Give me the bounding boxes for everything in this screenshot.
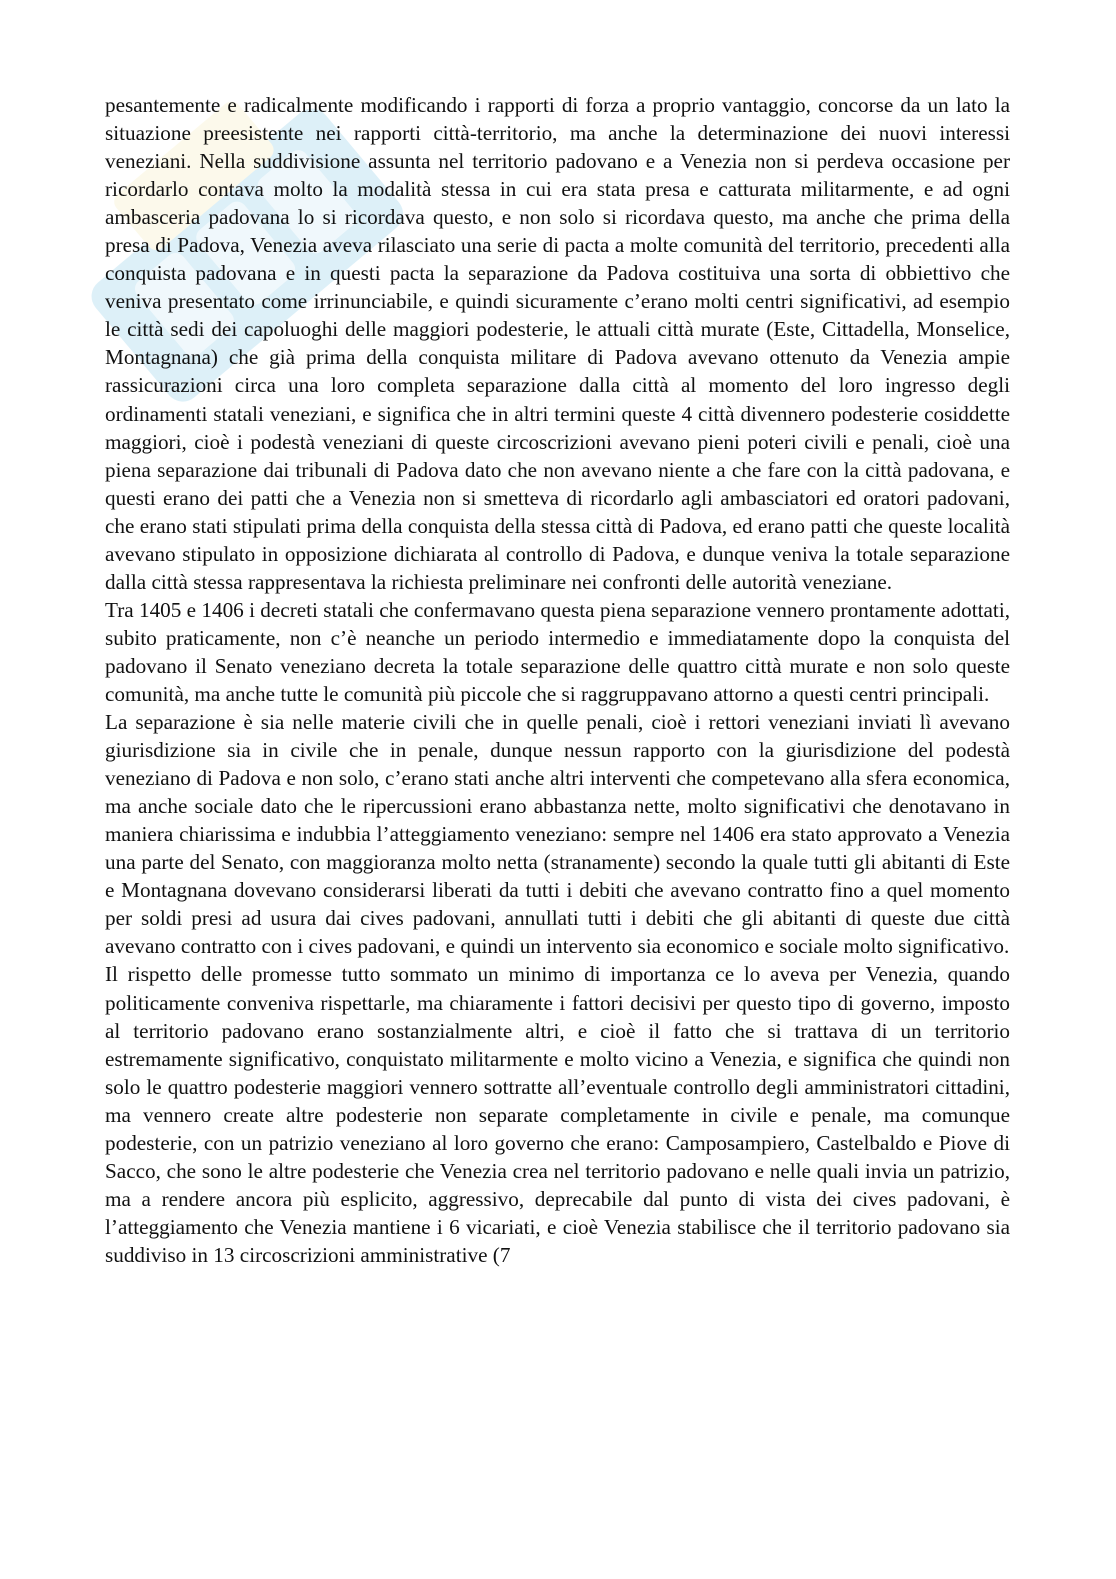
paragraph: Il rispetto delle promesse tutto sommato un minimo di importanza ce lo aveva per Venezia, quando politicamente conveniva rispettarle, ma chiaramente i fattori decisivi per questo tipo di governo, imposto al territorio padovano erano sostanzialmente altri, e cioè il fatto che si trattava di un territorio estremamente significativo, conquistato militarmente e molto vicino a Venezia, e significa che quindi non solo le quattro podesterie maggiori vennero sottratte all’eventuale controllo degli amministratori cittadini, ma vennero create altre podesterie non separate completamente in civile e penale, ma comunque podesterie, con un patrizio veneziano al loro governo che erano: Camposampiero, Castelbaldo e Piove di Sacco, che sono le altre podesterie che Venezia crea nel territorio padovano e nelle quali invia un patrizio, ma a rendere ancora più esplicito, aggressivo, deprecabile dal punto di vista dei cives padovani, è l’atteggiamento che Venezia mantiene i 6 vicariati, e cioè Venezia stabilisce che il territorio padovano sia suddiviso in 13 circoscrizioni amministrative (7 [105, 962, 1010, 1267]
paragraph: Tra 1405 e 1406 i decreti statali che confermavano questa piena separazione vennero prontamente adottati, subito praticamente, non c’è neanche un periodo intermedio e immediatamente dopo la conquista del padovano il Senato veneziano decreta la totale separazione delle quattro città murate e non solo queste comunità, ma anche tutte le comunità più piccole che si raggruppavano attorno a questi centri principali. [105, 597, 1010, 706]
paragraph: La separazione è sia nelle materie civili che in quelle penali, cioè i rettori veneziani inviati lì avevano giurisdizione sia in civile che in penale, dunque nessun rapporto con la giurisdizione del podestà veneziano di Padova e non solo, c’erano stati anche altri interventi che competevano alla sfera economica, ma anche sociale dato che le ripercussioni erano abbastanza nette, molto significativi che denotavano in maniera chiarissima e indubbia l’atteggiamento veneziano: sempre nel 1406 era stato approvato a Venezia una parte del Senato, con maggioranza molto netta (stranamente) secondo la quale tutti gli abitanti di Este e Montagnana dovevano considerarsi liberati da tutti i debiti che avevano contratto fino a quel momento per soldi presi ad usura dai cives padovani, annullati tutti i debiti che gli abitanti di queste due città avevano contratto con i cives padovani, e quindi un intervento sia economico e sociale molto significativo. [105, 710, 1010, 959]
paragraph: pesantemente e radicalmente modificando i rapporti di forza a proprio vantaggio, concorse da un lato la situazione preesistente nei rapporti città-territorio, ma anche la determinazione dei nuovi interessi veneziani. Nella suddivisione assunta nel territorio padovano e a Venezia non si perdeva occasione per ricordarlo contava molto la modalità stessa in cui era stata presa e catturata militarmente, e ad ogni ambasceria padovana lo si ricordava questo, e non solo si ricordava questo, ma anche che prima della presa di Padova, Venezia aveva rilasciato una serie di pacta a molte comunità del territorio, precedenti alla conquista padovana e in questi pacta la separazione da Padova costituiva una sorta di obbiettivo che veniva presentato come irrinunciabile, e quindi sicuramente c’erano molti centri significativi, ad esempio le città sedi dei capoluoghi delle maggiori podesterie, le attuali città murate (Este, Cittadella, Monselice, Montagnana) che già prima della conquista militare di Padova avevano ottenuto da Venezia ampie rassicurazioni circa una loro completa separazione dalla città al momento del loro ingresso degli ordinamenti statali veneziani, e significa che in altri termini queste 4 città divennero podesterie cosiddette maggiori, cioè i podestà veneziani di queste circoscrizioni avevano pieni poteri civili e penali, cioè una piena separazione dai tribunali di Padova dato che non avevano niente a che fare con la città padovana, e questi erano dei patti che a Venezia non si smetteva di ricordarlo agli ambasciatori ed oratori padovani, che erano stati stipulati prima della conquista della stessa città di Padova, ed erano patti che queste località avevano stipulato in opposizione dichiarata al controllo di Padova, e dunque veniva la totale separazione dalla città stessa rappresentava la richiesta preliminare nei confronti delle autorità veneziane. [105, 93, 1010, 594]
document-body [105, 91, 1010, 1269]
